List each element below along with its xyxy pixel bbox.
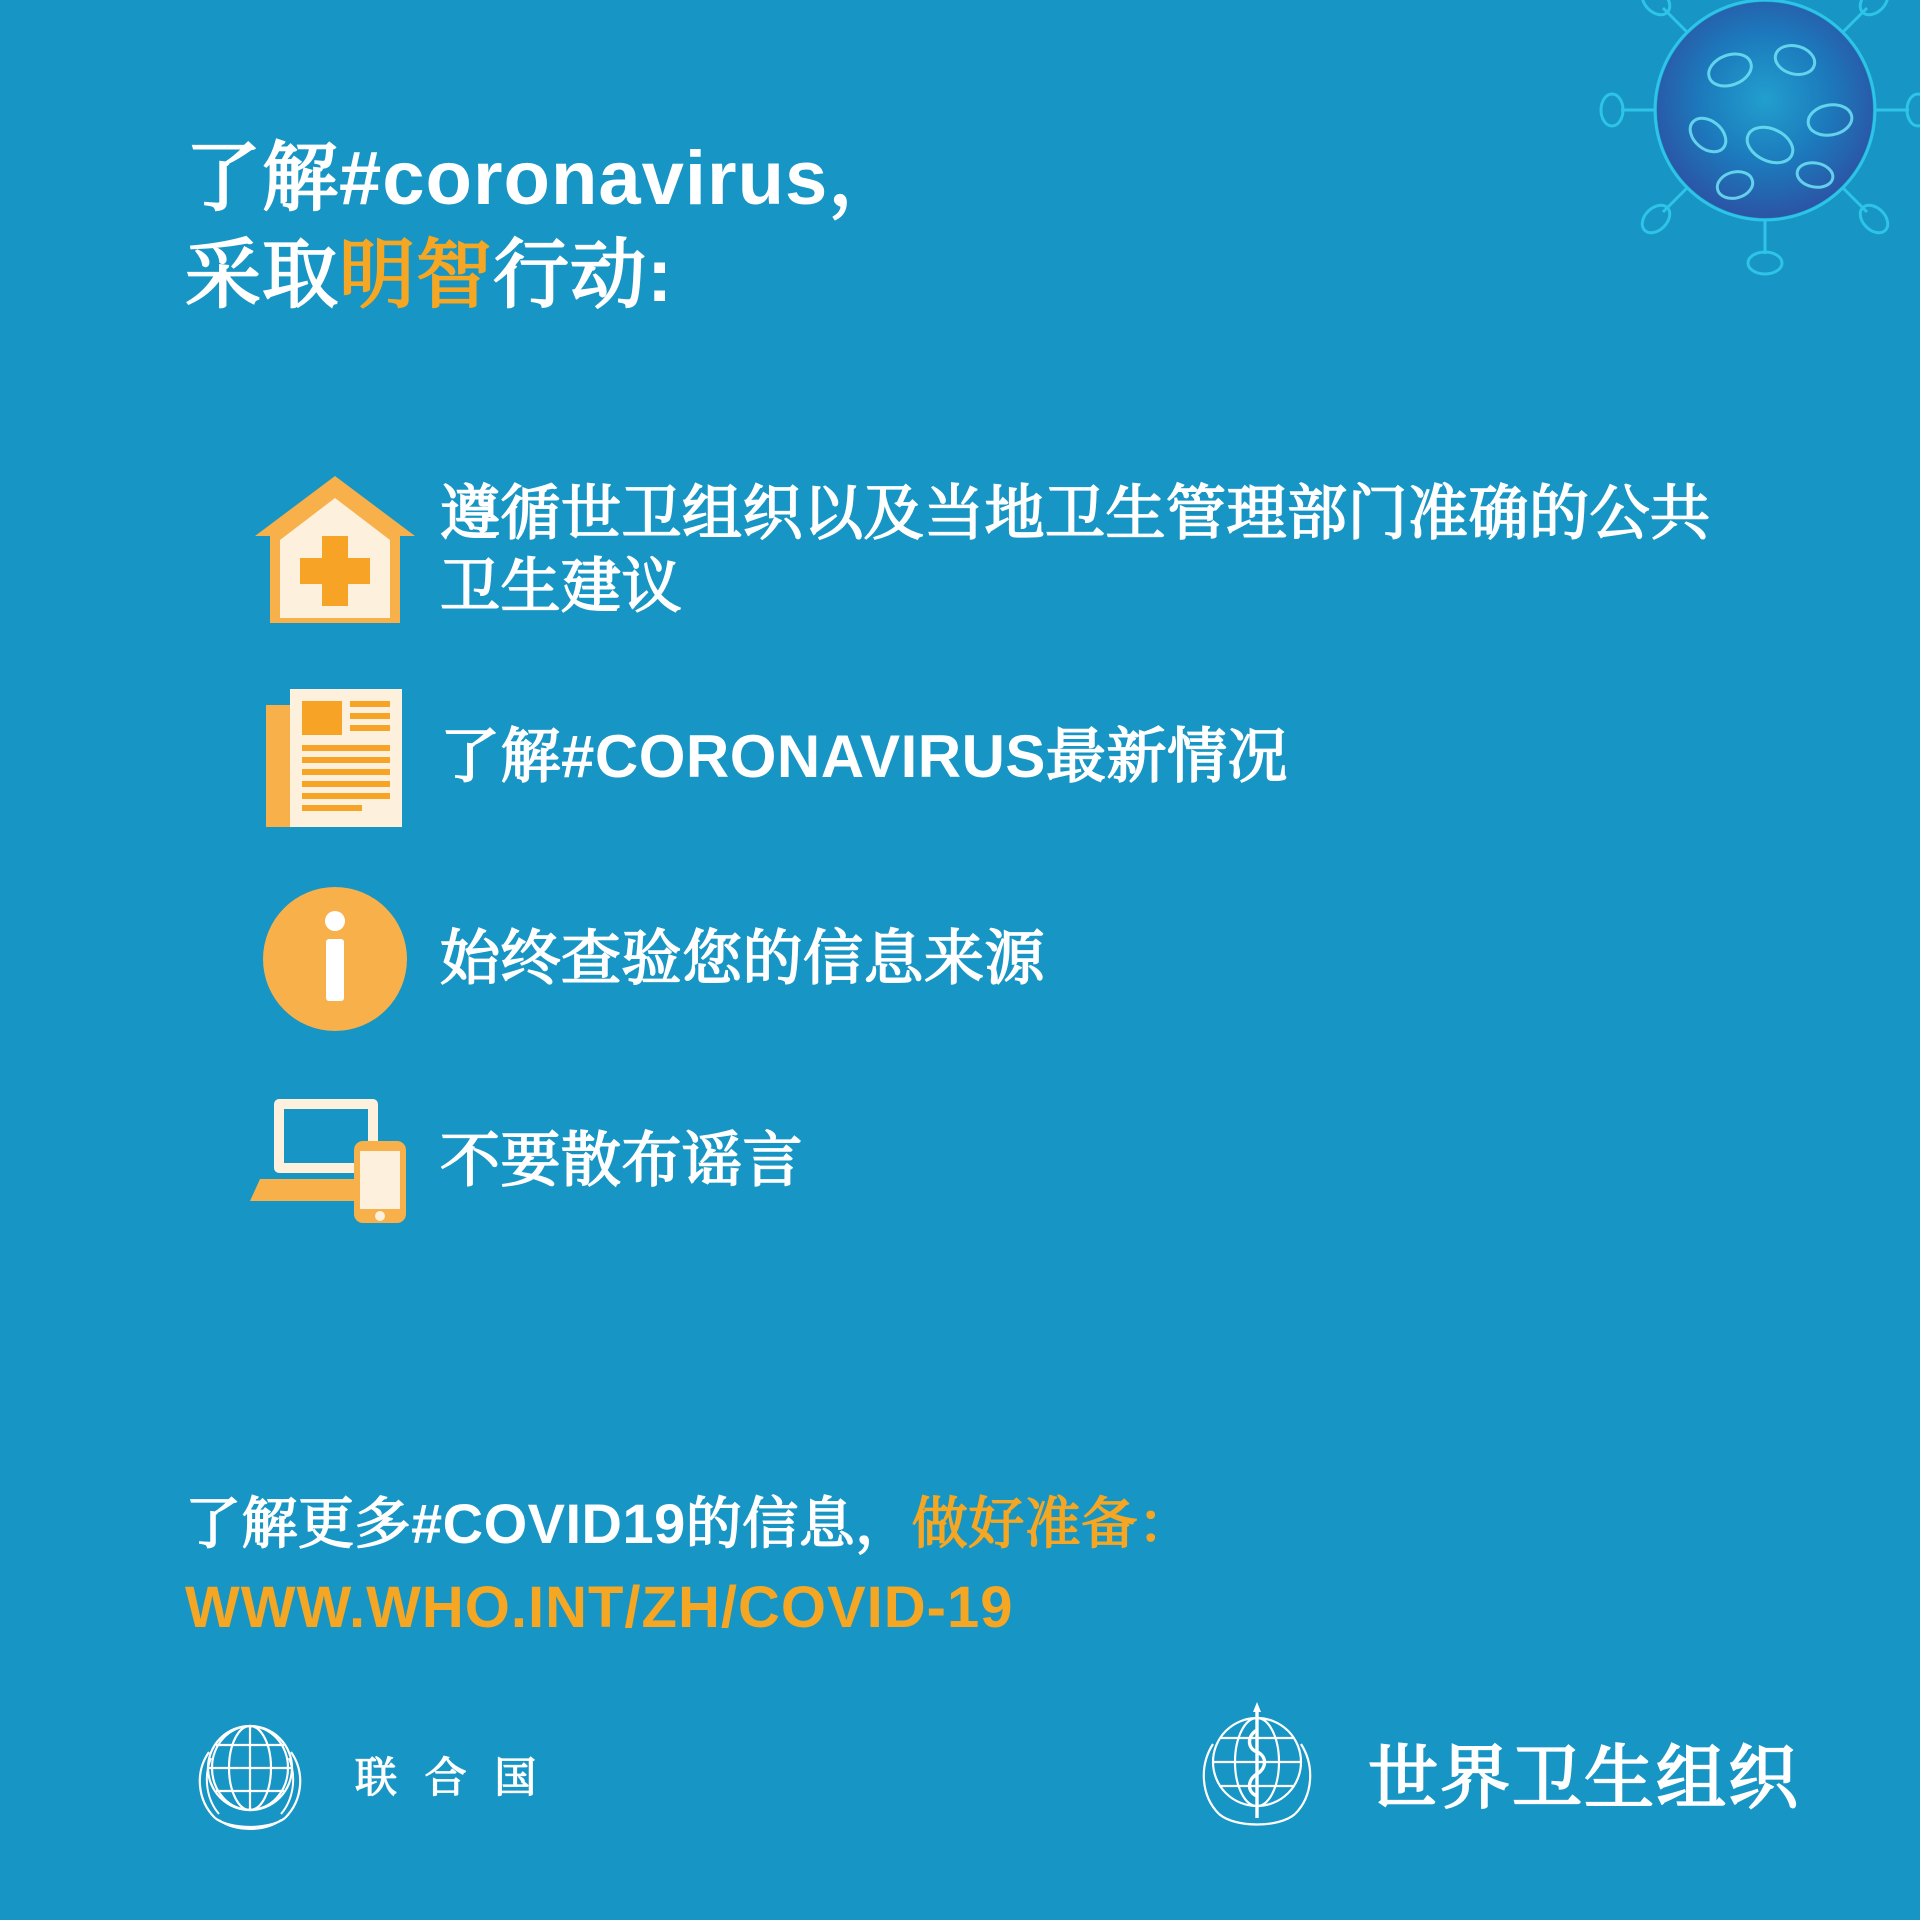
coronavirus-illustration-icon [1530,0,1920,340]
list-item [250,455,1750,645]
headline-line-2-post: 行动: [493,233,674,319]
cta-text-accent: 做好准备： [911,1492,1195,1555]
call-to-action [185,1480,1785,1641]
list-item [250,869,1750,1049]
hospital-home-icon [250,455,440,645]
list-item-label: 始终查验您的信息来源 [440,925,1045,993]
advice-list [250,455,1750,1273]
headline-line-2-pre: 采取 [185,233,339,319]
united-nations-label: 联 合 国 [355,1754,545,1801]
who-logo [1175,1690,1800,1855]
who-label: 世界卫生组织 [1368,1739,1800,1817]
cta-text-pre: 了解更多#COVID19的信息， [185,1492,912,1555]
page-title [185,130,905,325]
list-item-label: 遵循世卫组织以及当地卫生管理部门准确的公共卫生建议 [440,479,1711,620]
headline-line-1: 了解#coronavirus， [185,136,906,221]
cta-text [185,1480,1785,1560]
logo-bar [0,1690,1920,1890]
headline-line-2-accent: 明智 [339,233,493,319]
list-item [250,667,1750,847]
united-nations-logo [175,1700,544,1850]
headline-line-2 [185,227,905,324]
information-circle-icon [250,869,440,1049]
world-health-organization-emblem-icon [1175,1690,1340,1855]
united-nations-emblem-icon [175,1700,325,1850]
list-item-label: 不要散布谣言 [440,1127,803,1195]
laptop-phone-icon [250,1071,440,1251]
list-item-label: 了解#CORONAVIRUS最新情况 [440,723,1288,791]
list-item [250,1071,1750,1251]
who-website-link[interactable]: WWW.WHO.INT/ZH/COVID-19 [185,1575,1014,1640]
newspaper-icon [250,667,440,847]
